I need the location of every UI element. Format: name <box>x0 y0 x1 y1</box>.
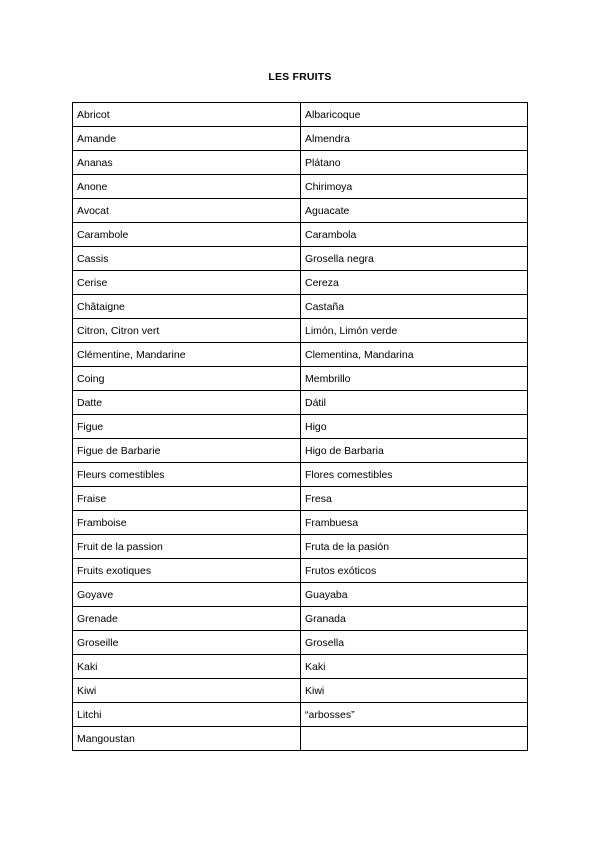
table-row <box>73 607 528 631</box>
table-row <box>73 463 528 487</box>
spanish-term-cell: Grosella negra <box>301 247 528 271</box>
table-row <box>73 295 528 319</box>
french-term-cell: Figue de Barbarie <box>73 439 301 463</box>
spanish-term-cell: Carambola <box>301 223 528 247</box>
french-term-cell: Anone <box>73 175 301 199</box>
spanish-term-cell: Frutos exóticos <box>301 559 528 583</box>
french-term-cell: Avocat <box>73 199 301 223</box>
french-term-cell: Cassis <box>73 247 301 271</box>
table-row <box>73 199 528 223</box>
table-row <box>73 439 528 463</box>
table-row <box>73 319 528 343</box>
french-term-cell: Litchi <box>73 703 301 727</box>
french-term-cell: Kiwi <box>73 679 301 703</box>
table-row <box>73 535 528 559</box>
table-row <box>73 271 528 295</box>
table-row <box>73 703 528 727</box>
table-row <box>73 655 528 679</box>
table-row <box>73 487 528 511</box>
french-term-cell: Fruits exotiques <box>73 559 301 583</box>
french-term-cell: Goyave <box>73 583 301 607</box>
french-term-cell: Grenade <box>73 607 301 631</box>
spanish-term-cell: Fruta de la pasión <box>301 535 528 559</box>
spanish-term-cell: Chirimoya <box>301 175 528 199</box>
spanish-term-cell: Kiwi <box>301 679 528 703</box>
french-term-cell: Framboise <box>73 511 301 535</box>
spanish-term-cell <box>301 727 528 751</box>
spanish-term-cell: Flores comestibles <box>301 463 528 487</box>
spanish-term-cell: Fresa <box>301 487 528 511</box>
spanish-term-cell: Grosella <box>301 631 528 655</box>
table-body <box>73 103 528 751</box>
table-row <box>73 175 528 199</box>
french-term-cell: Clémentine, Mandarine <box>73 343 301 367</box>
french-term-cell: Figue <box>73 415 301 439</box>
french-term-cell: Abricot <box>73 103 301 127</box>
french-term-cell: Fruit de la passion <box>73 535 301 559</box>
spanish-term-cell: Albaricoque <box>301 103 528 127</box>
table-row <box>73 391 528 415</box>
table-row <box>73 511 528 535</box>
french-term-cell: Cerise <box>73 271 301 295</box>
spanish-term-cell: Clementina, Mandarina <box>301 343 528 367</box>
french-term-cell: Carambole <box>73 223 301 247</box>
french-term-cell: Datte <box>73 391 301 415</box>
table-row <box>73 415 528 439</box>
table-row <box>73 103 528 127</box>
french-term-cell: Fleurs comestibles <box>73 463 301 487</box>
table-row <box>73 583 528 607</box>
table-row <box>73 127 528 151</box>
table-row <box>73 679 528 703</box>
table-row <box>73 151 528 175</box>
spanish-term-cell: Almendra <box>301 127 528 151</box>
french-term-cell: Fraise <box>73 487 301 511</box>
table-row <box>73 223 528 247</box>
french-term-cell: Coing <box>73 367 301 391</box>
spanish-term-cell: Plátano <box>301 151 528 175</box>
table-row <box>73 247 528 271</box>
spanish-term-cell: “arbosses” <box>301 703 528 727</box>
french-term-cell: Amande <box>73 127 301 151</box>
french-term-cell: Kaki <box>73 655 301 679</box>
spanish-term-cell: Castaña <box>301 295 528 319</box>
spanish-term-cell: Aguacate <box>301 199 528 223</box>
spanish-term-cell: Granada <box>301 607 528 631</box>
spanish-term-cell: Frambuesa <box>301 511 528 535</box>
spanish-term-cell: Limón, Limón verde <box>301 319 528 343</box>
spanish-term-cell: Kaki <box>301 655 528 679</box>
spanish-term-cell: Cereza <box>301 271 528 295</box>
table-row <box>73 631 528 655</box>
spanish-term-cell: Higo de Barbaria <box>301 439 528 463</box>
spanish-term-cell: Guayaba <box>301 583 528 607</box>
spanish-term-cell: Higo <box>301 415 528 439</box>
table-row <box>73 727 528 751</box>
page-title: LES FRUITS <box>268 71 332 83</box>
french-term-cell: Châtaigne <box>73 295 301 319</box>
fruit-vocabulary-table <box>72 102 528 751</box>
table-row <box>73 367 528 391</box>
table-row <box>73 343 528 367</box>
spanish-term-cell: Dátil <box>301 391 528 415</box>
french-term-cell: Ananas <box>73 151 301 175</box>
french-term-cell: Citron, Citron vert <box>73 319 301 343</box>
french-term-cell: Groseille <box>73 631 301 655</box>
french-term-cell: Mangoustan <box>73 727 301 751</box>
table-row <box>73 559 528 583</box>
spanish-term-cell: Membrillo <box>301 367 528 391</box>
